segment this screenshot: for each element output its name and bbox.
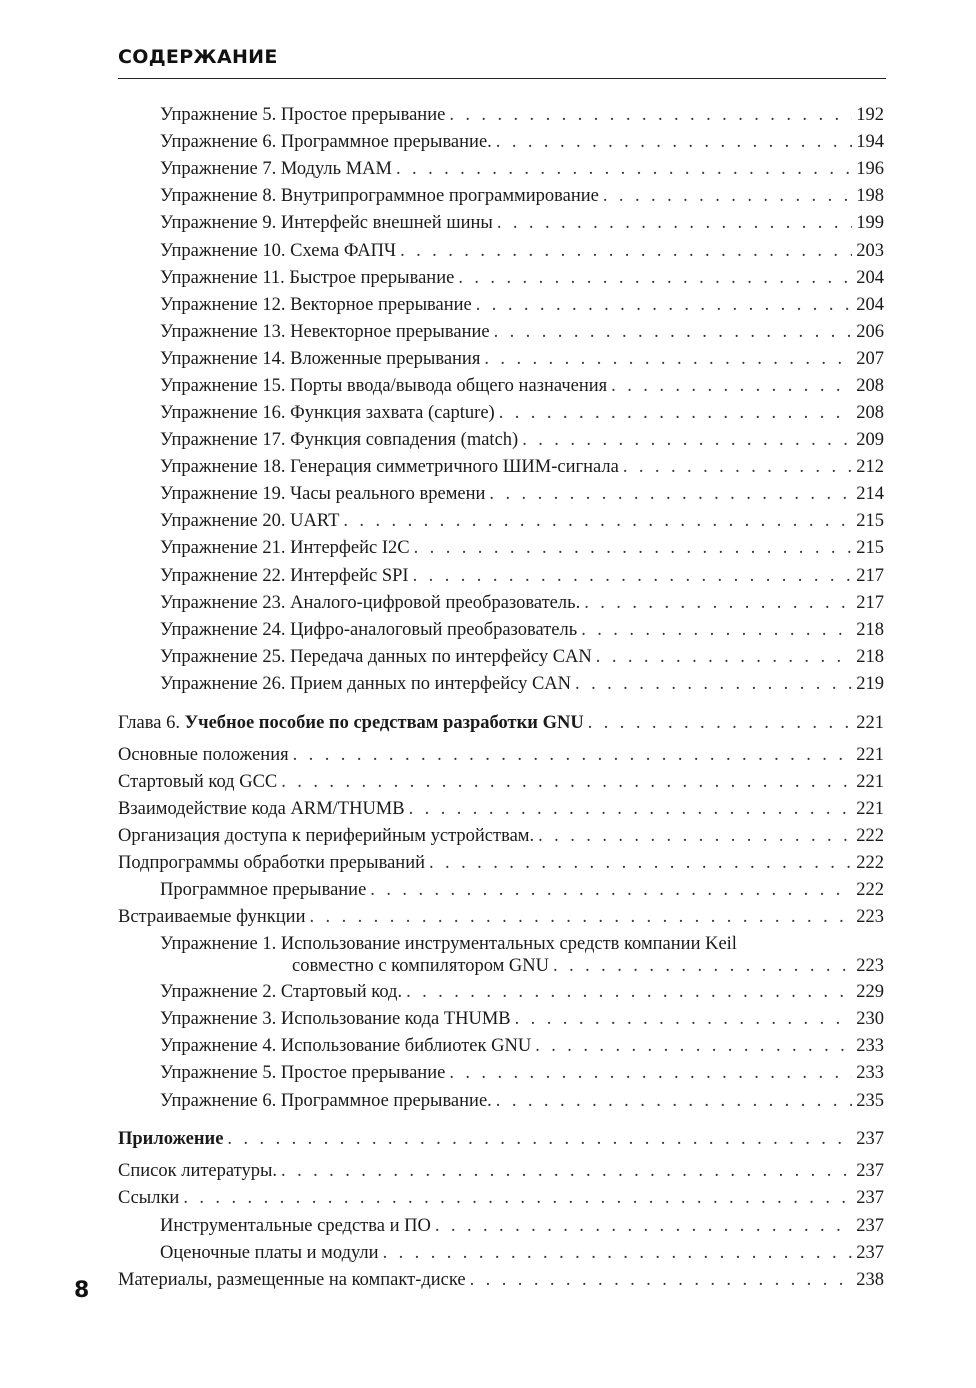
dot-leader — [538, 825, 852, 847]
dot-leader — [383, 1242, 853, 1264]
dot-leader — [458, 267, 852, 289]
dot-leader — [489, 483, 852, 505]
toc-entry-title: Упражнение 8. Внутрипрограммное программирование — [160, 186, 599, 206]
toc-appendix[interactable] — [118, 1128, 884, 1150]
toc-entry-page: 222 — [856, 853, 884, 873]
toc-entry-exercise-21[interactable] — [160, 537, 884, 559]
dot-leader — [281, 1160, 852, 1182]
toc-entry-page: 207 — [856, 349, 884, 369]
toc-entry-page: 235 — [856, 1091, 884, 1111]
dot-leader — [476, 294, 853, 316]
toc-section-peripheral-access[interactable] — [118, 825, 884, 847]
toc-entry-title: Упражнение 5. Простое прерывание — [160, 1063, 446, 1083]
toc-entry-exercise-24[interactable] — [160, 619, 884, 641]
dot-leader — [581, 619, 852, 641]
toc-entry-page: 198 — [856, 186, 884, 206]
toc-entry-page: 233 — [856, 1036, 884, 1056]
page-header-title: СОДЕРЖАНИЕ — [118, 46, 278, 68]
toc-entry-title: Упражнение 11. Быстрое прерывание — [160, 268, 455, 288]
toc-entry-title: Упражнение 16. Функция захвата (capture) — [160, 403, 495, 423]
dot-leader — [309, 906, 852, 928]
chapter-name: Учебное пособие по средствам разработки GNU — [184, 713, 584, 733]
toc-entry-page: 208 — [856, 376, 884, 396]
toc-entry-page: 222 — [856, 880, 884, 900]
dot-leader — [227, 1128, 852, 1150]
dot-leader — [535, 1035, 852, 1057]
toc-entry-page: 194 — [856, 132, 884, 152]
toc-chapter-6[interactable] — [118, 712, 884, 734]
toc-entry-title: Взаимодействие кода ARM/THUMB — [118, 799, 405, 819]
toc-entry-page: 237 — [856, 1161, 884, 1181]
toc-entry-page: 215 — [856, 511, 884, 531]
toc-entry-title: Материалы, размещенные на компакт-диске — [118, 1270, 466, 1290]
toc-entry-title: Программное прерывание — [160, 880, 367, 900]
toc-entry-page: 223 — [856, 956, 884, 976]
toc-entry-title: Организация доступа к периферийным устройствам. — [118, 826, 535, 846]
toc-entry-title: Упражнение 23. Аналого-цифровой преобразователь. — [160, 593, 581, 613]
toc-section-interrupt-routines[interactable] — [118, 852, 884, 874]
dot-leader — [470, 1269, 853, 1291]
toc-entry-page: 223 — [856, 907, 884, 927]
dot-leader — [584, 592, 852, 614]
toc-entry-title: Упражнение 19. Часы реального времени — [160, 484, 486, 504]
toc-entry-exercise-23[interactable] — [160, 592, 884, 614]
toc-entry-title: Упражнение 9. Интерфейс внешней шины — [160, 213, 493, 233]
toc-entry-exercise-26[interactable] — [160, 673, 884, 695]
dot-leader — [522, 429, 852, 451]
dot-leader — [611, 375, 852, 397]
toc-entry-title: Упражнение 10. Схема ФАПЧ — [160, 241, 397, 261]
toc-entry-exercise-7[interactable] — [160, 158, 884, 180]
dot-leader — [343, 510, 852, 532]
toc-subsection-software-interrupt[interactable] — [160, 879, 884, 901]
toc-gnu-exercise-2[interactable] — [160, 981, 884, 1003]
toc-entry-page: 206 — [856, 322, 884, 342]
toc-section-gcc-startup[interactable] — [118, 771, 884, 793]
dot-leader — [409, 798, 853, 820]
toc-entry-title: Упражнение 24. Цифро-аналоговый преобразователь — [160, 620, 578, 640]
toc-entry-page: 204 — [856, 268, 884, 288]
chapter-prefix: Глава 6. — [118, 713, 180, 733]
toc-entry-page: 192 — [856, 105, 884, 125]
dot-leader — [414, 537, 853, 559]
toc-entry-page: 209 — [856, 430, 884, 450]
appendix-title: Приложение — [118, 1129, 224, 1149]
toc-entry-title: Инструментальные средства и ПО — [160, 1216, 431, 1236]
toc-entry-exercise-19[interactable] — [160, 483, 884, 505]
toc-entry-exercise-5[interactable] — [160, 104, 884, 126]
toc-entry-exercise-22[interactable] — [160, 565, 884, 587]
toc-entry-exercise-6[interactable] — [160, 131, 884, 153]
toc-entry-page: 203 — [856, 241, 884, 261]
toc-entry-page: 208 — [856, 403, 884, 423]
toc-entry-title: Упражнение 20. UART — [160, 511, 340, 531]
toc-entry-page: 218 — [856, 647, 884, 667]
dot-leader — [623, 456, 852, 478]
toc-entry-page: 237 — [856, 1216, 884, 1236]
dot-leader — [396, 158, 852, 180]
toc-entry-page: 217 — [856, 566, 884, 586]
toc-entry-exercise-20[interactable] — [160, 510, 884, 532]
toc-entry-title: совместно с компилятором GNU — [292, 956, 550, 976]
dot-leader — [413, 565, 853, 587]
dot-leader — [588, 712, 853, 734]
toc-section-cd-materials[interactable] — [118, 1269, 884, 1291]
toc-entry-title: Стартовый код GCC — [118, 772, 278, 792]
toc-entry-title: Упражнение 3. Использование кода THUMB — [160, 1009, 511, 1029]
toc-entry-title: Упражнение 18. Генерация симметричного ШИМ-сигнала — [160, 457, 619, 477]
toc-entry-page: 233 — [856, 1063, 884, 1083]
toc-entry-page: 196 — [856, 159, 884, 179]
toc-section-basics[interactable] — [118, 744, 884, 766]
toc-gnu-exercise-1-line2[interactable] — [292, 955, 884, 977]
toc-section-links[interactable] — [118, 1187, 884, 1209]
toc-entry-page: 221 — [856, 799, 884, 819]
toc-entry-page: 221 — [856, 745, 884, 765]
dot-leader — [183, 1187, 852, 1209]
dot-leader — [515, 1008, 853, 1030]
page-number: 8 — [74, 1278, 90, 1303]
dot-leader — [449, 104, 852, 126]
toc-entry-title: Упражнение 6. Программное прерывание. — [160, 132, 492, 152]
toc-subsection-eval-boards[interactable] — [160, 1242, 884, 1264]
toc-entry-exercise-9[interactable] — [160, 212, 884, 234]
toc-entry-title: Упражнение 13. Невекторное прерывание — [160, 322, 490, 342]
toc-entry-page: 218 — [856, 620, 884, 640]
toc-entry-title: Упражнение 2. Стартовый код. — [160, 982, 403, 1002]
toc-entry-page: 238 — [856, 1270, 884, 1290]
toc-entry-page: 214 — [856, 484, 884, 504]
dot-leader — [449, 1062, 852, 1084]
toc-entry-page: 237 — [856, 1188, 884, 1208]
toc-gnu-exercise-5[interactable] — [160, 1062, 884, 1084]
toc-entry-page: 212 — [856, 457, 884, 477]
toc-gnu-exercise-4[interactable] — [160, 1035, 884, 1057]
toc-entry-title: Упражнение 25. Передача данных по интерфейсу CAN — [160, 647, 592, 667]
toc-gnu-exercise-6[interactable] — [160, 1090, 884, 1112]
toc-chapter-title — [118, 712, 584, 734]
dot-leader — [497, 212, 852, 234]
dot-leader — [494, 321, 853, 343]
toc-entry-page: 219 — [856, 674, 884, 694]
toc-entry-title: Упражнение 22. Интерфейс SPI — [160, 566, 409, 586]
toc-entry-page: 230 — [856, 1009, 884, 1029]
toc-entry-title: Упражнение 6. Программное прерывание. — [160, 1091, 492, 1111]
toc-entry-page: 215 — [856, 538, 884, 558]
dot-leader — [496, 1090, 852, 1112]
dot-leader — [429, 852, 852, 874]
toc-entry-exercise-14[interactable] — [160, 348, 884, 370]
toc-entry-page: 222 — [856, 826, 884, 846]
toc-entry-title: Упражнение 12. Векторное прерывание — [160, 295, 472, 315]
toc-section-inline-functions[interactable] — [118, 906, 884, 928]
toc-entry-page: 199 — [856, 213, 884, 233]
toc-entry-title: Упражнение 14. Вложенные прерывания — [160, 349, 481, 369]
toc-entry-title: Упражнение 21. Интерфейс I2C — [160, 538, 410, 558]
toc-subsection-tools-software[interactable] — [160, 1215, 884, 1237]
dot-leader — [293, 744, 853, 766]
toc-section-bibliography[interactable] — [118, 1160, 884, 1182]
toc-entry-page: 204 — [856, 295, 884, 315]
dot-leader — [484, 348, 852, 370]
toc-chapter-title — [118, 1128, 223, 1150]
dot-leader — [553, 955, 852, 977]
toc-entry-title: Основные положения — [118, 745, 289, 765]
toc-gnu-exercise-1-line1[interactable]: Упражнение 1. Использование инструментальных средств компании Keil — [160, 934, 737, 954]
dot-leader — [406, 981, 852, 1003]
dot-leader — [496, 131, 852, 153]
toc-entry-title: Упражнение 17. Функция совпадения (match) — [160, 430, 519, 450]
toc-entry-page: 229 — [856, 982, 884, 1002]
dot-leader — [281, 771, 852, 793]
toc-section-arm-thumb[interactable] — [118, 798, 884, 820]
toc-entry-title: Встраиваемые функции — [118, 907, 306, 927]
dot-leader — [499, 402, 853, 424]
toc-entry-exercise-13[interactable] — [160, 321, 884, 343]
toc-entry-exercise-10[interactable] — [160, 240, 884, 262]
toc-entry-exercise-12[interactable] — [160, 294, 884, 316]
dot-leader — [575, 673, 852, 695]
toc-entry-title: Ссылки — [118, 1188, 180, 1208]
dot-leader — [400, 240, 852, 262]
toc-entry-page: 217 — [856, 593, 884, 613]
toc-gnu-exercise-3[interactable] — [160, 1008, 884, 1030]
dot-leader — [370, 879, 852, 901]
toc-entry-page: 237 — [856, 1129, 884, 1149]
toc-entry-exercise-17[interactable] — [160, 429, 884, 451]
toc-entry-title: Упражнение 4. Использование библиотек GNU — [160, 1036, 532, 1056]
toc-entry-title: Оценочные платы и модули — [160, 1243, 379, 1263]
toc-entry-title: Упражнение 26. Прием данных по интерфейсу CAN — [160, 674, 572, 694]
toc-entry-title: Подпрограммы обработки прерываний — [118, 853, 425, 873]
toc-entry-title: Упражнение 5. Простое прерывание — [160, 105, 446, 125]
toc-entry-exercise-25[interactable] — [160, 646, 884, 668]
toc-entry-exercise-18[interactable] — [160, 456, 884, 478]
toc-entry-page: 221 — [856, 772, 884, 792]
toc-entry-exercise-8[interactable] — [160, 185, 884, 207]
dot-leader — [596, 646, 852, 668]
dot-leader — [435, 1215, 852, 1237]
toc-entry-title: Упражнение 7. Модуль МАМ — [160, 159, 392, 179]
toc-entry-exercise-16[interactable] — [160, 402, 884, 424]
toc-entry-exercise-11[interactable] — [160, 267, 884, 289]
toc-entry-exercise-15[interactable] — [160, 375, 884, 397]
dot-leader — [603, 185, 852, 207]
toc-entry-title: Список литературы. — [118, 1161, 278, 1181]
toc-entry-page: 237 — [856, 1243, 884, 1263]
toc-entry-page: 221 — [856, 713, 884, 733]
toc-entry-title: Упражнение 15. Порты ввода/вывода общего назначения — [160, 376, 608, 396]
